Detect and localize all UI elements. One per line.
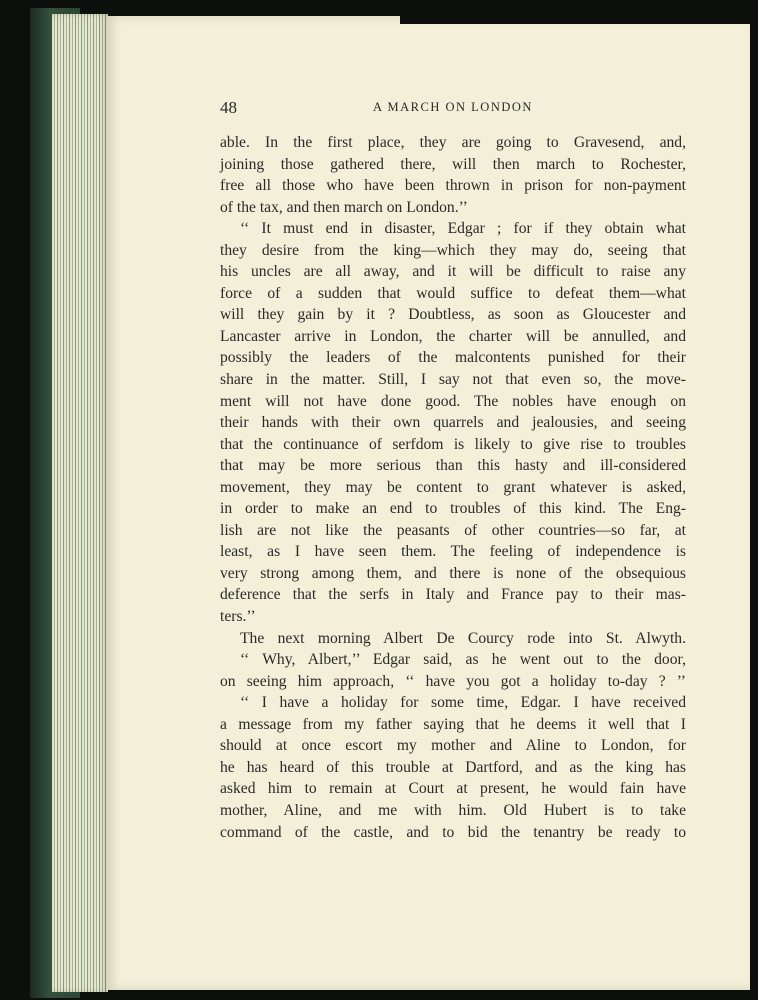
running-head	[220, 98, 686, 120]
text-line: possibly the leaders of the malcontents punished for their	[220, 349, 686, 367]
text-line: should at once escort my mother and Aline to London, for	[220, 737, 686, 755]
page-edges	[52, 14, 108, 992]
text-line: joining those gathered there, will then march to Rochester,	[220, 155, 686, 173]
text-line: will they gain by it ? Doubtless, as soon as Gloucester and	[220, 306, 686, 324]
text-line: Lancaster arrive in London, the charter will be annulled, and	[220, 327, 686, 345]
text-line: of the tax, and then march on London.’’	[220, 198, 468, 216]
text-line: ‘‘ It must end in disaster, Edgar ; for if they obtain what	[240, 220, 686, 238]
text-line: ‘‘ Why, Albert,’’ Edgar said, as he went out to the door,	[240, 651, 686, 669]
text-line: command of the castle, and to bid the tenantry be ready to	[220, 823, 686, 841]
text-line: lish are not like the peasants of other countries—so far, at	[220, 521, 686, 539]
text-line: force of a sudden that would suffice to defeat them—what	[220, 284, 686, 302]
text-line: he has heard of this trouble at Dartford, and as the king has	[220, 758, 686, 776]
text-line: able. In the first place, they are going to Gravesend, and,	[220, 134, 686, 151]
text-line: in order to make an end to troubles of this kind. The Eng-	[220, 500, 686, 518]
text-line: The next morning Albert De Courcy rode into St. Alwyth.	[240, 629, 686, 647]
text-line: asked him to remain at Court at present, he would fain have	[220, 780, 686, 798]
running-title: A MARCH ON LONDON	[373, 100, 533, 114]
text-line: that the continuance of serfdom is likely to give rise to troubles	[220, 435, 686, 453]
text-line: share in the matter. Still, I say not that even so, the move-	[220, 371, 686, 389]
text-line: on seeing him approach, ‘‘ have you got a holiday to-day ? ’’	[220, 672, 686, 690]
text-line: his uncles are all away, and it will be difficult to raise any	[220, 263, 686, 281]
text-line: free all those who have been thrown in prison for non-payment	[220, 177, 686, 195]
text-line: mother, Aline, and me with him. Old Hubert is to take	[220, 801, 686, 819]
text-line: their hands with their own quarrels and jealousies, and seeing	[220, 414, 686, 432]
text-line: they desire from the king—which they may do, seeing that	[220, 241, 686, 259]
text-line: ment will not have done good. The nobles have enough on	[220, 392, 686, 410]
scan-shadow	[400, 0, 758, 24]
text-line: that may be more serious than this hasty and ill-considered	[220, 457, 686, 475]
text-line: least, as I have seen them. The feeling of independence is	[220, 543, 686, 561]
body-text	[220, 132, 686, 843]
text-line: ters.’’	[220, 608, 256, 626]
text-line: movement, they may be content to grant whatever is asked,	[220, 478, 686, 496]
text-line: a message from my father saying that he deems it well that I	[220, 715, 686, 733]
text-line: very strong among them, and there is none of the obsequious	[220, 564, 686, 582]
text-line: deference that the serfs in Italy and France pay to their mas-	[220, 586, 686, 604]
text-line: ‘‘ I have a holiday for some time, Edgar. I have received	[240, 694, 686, 712]
page-number: 48	[220, 98, 237, 117]
